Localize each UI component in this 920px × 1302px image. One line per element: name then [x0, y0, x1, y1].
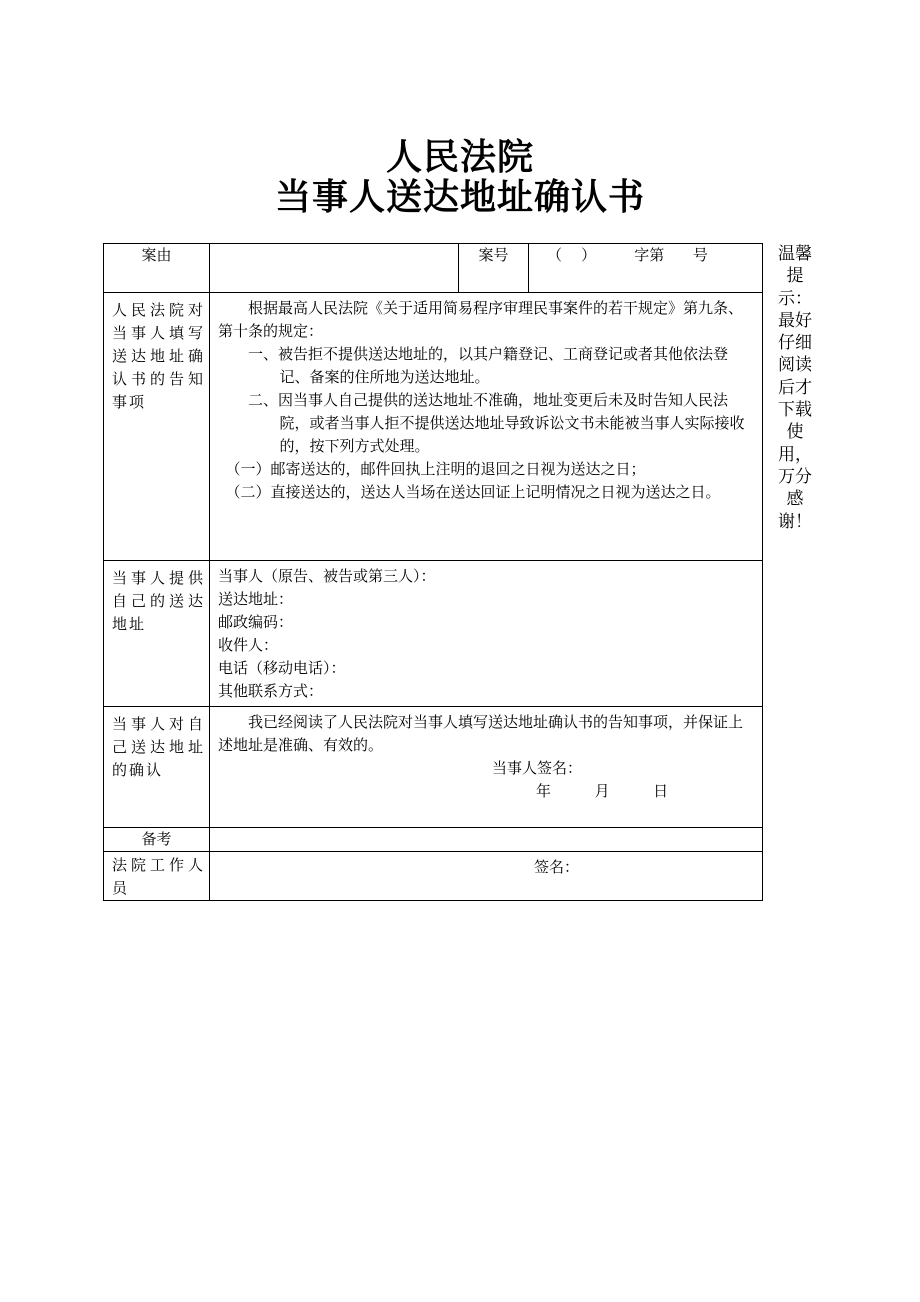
party-field[interactable]: 当事人（原告、被告或第三人）：	[218, 567, 436, 585]
delivery-address-field[interactable]: 送达地址：	[218, 590, 294, 608]
title-document: 当事人送达地址确认书	[274, 177, 645, 218]
address-content[interactable]	[210, 561, 763, 707]
confirmation-form-table	[103, 243, 763, 901]
phone-field[interactable]: 电话（移动电话）：	[218, 659, 346, 677]
postal-code-field[interactable]: 邮政编码：	[218, 613, 294, 631]
side-tip-note: 温馨提示：最好仔细阅读后才下载使用，万分感谢！	[778, 244, 812, 532]
notice-item-2: 二、因当事人自己提供的送达地址不准确，地址变更后未及时告知人民法院，或者当事人拒不提供送达地址导致诉讼文书未能被当事人实际接收的，按下列方式处理。	[248, 391, 745, 455]
address-label: 当事人提供自己的送达地址	[104, 561, 210, 707]
party-signature-field[interactable]: 当事人签名：	[492, 759, 583, 777]
staff-row	[104, 852, 763, 901]
confirm-content	[210, 707, 763, 828]
month-label: 月	[594, 782, 610, 800]
address-row	[104, 561, 763, 707]
notice-sub-item-1: （一）邮寄送达的，邮件回执上注明的退回之日视为送达之日；	[225, 460, 646, 478]
confirm-text: 我已经阅读了人民法院对当事人填写送达地址确认书的告知事项，并保证上述地址是准确、有效的。	[218, 713, 744, 754]
remarks-label: 备考	[104, 828, 210, 852]
notice-sub-item-2: （二）直接送达的，送达人当场在送达回证上记明情况之日视为送达之日。	[225, 483, 721, 501]
staff-signature-field[interactable]: 签名：	[210, 852, 763, 901]
notice-label: 人民法院对当事人填写送达地址确认书的告知事项	[104, 293, 210, 561]
case-number-field[interactable]: （ ） 字第 号	[529, 244, 763, 293]
case-reason-field[interactable]	[210, 244, 459, 293]
case-number-label: 案号	[459, 244, 529, 293]
title-court: 人民法院	[385, 137, 534, 178]
case-reason-label: 案由	[104, 244, 210, 293]
header-row	[104, 244, 763, 293]
remarks-row	[104, 828, 763, 852]
notice-row	[104, 293, 763, 561]
confirm-row	[104, 707, 763, 828]
confirm-label: 当事人对自己送达地址的确认	[104, 707, 210, 828]
staff-label: 法院工作人员	[104, 852, 210, 901]
recipient-field[interactable]: 收件人：	[218, 636, 279, 654]
year-label: 年	[536, 782, 552, 800]
notice-intro: 根据最高人民法院《关于适用简易程序审理民事案件的若干规定》第九条、第十条的规定：	[218, 299, 744, 340]
notice-content	[210, 293, 763, 561]
remarks-field[interactable]	[210, 828, 763, 852]
confirm-date[interactable]	[218, 780, 756, 803]
other-contact-field[interactable]: 其他联系方式：	[218, 682, 324, 700]
notice-item-1: 一、被告拒不提供送达地址的，以其户籍登记、工商登记或者其他依法登记、备案的住所地为送达地址。	[248, 345, 729, 386]
day-label: 日	[653, 782, 669, 800]
